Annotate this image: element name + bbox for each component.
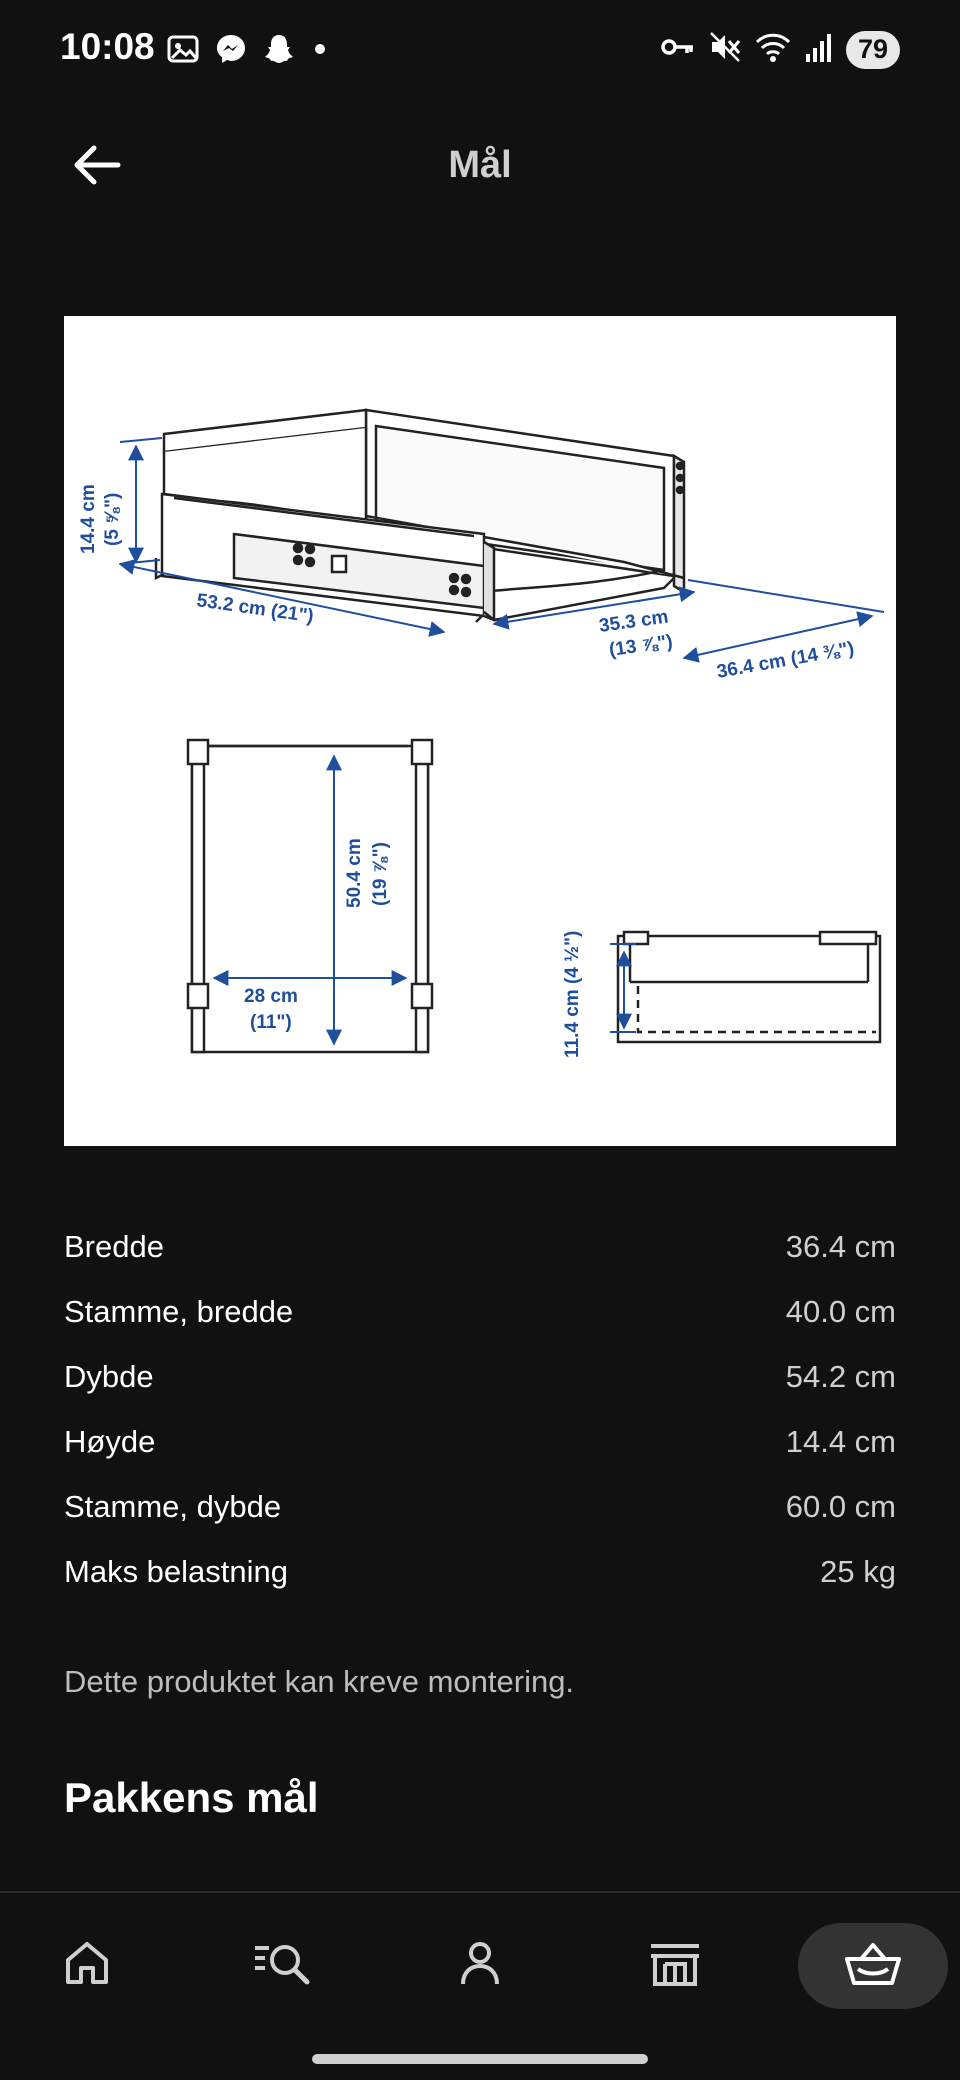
dimension-diagram bbox=[64, 316, 896, 1146]
dimension-row bbox=[64, 1409, 896, 1474]
dimension-row bbox=[64, 1474, 896, 1539]
dimension-row bbox=[64, 1344, 896, 1409]
side-height-label: 11.4 cm (4 ½") bbox=[562, 930, 583, 1058]
nav-store[interactable] bbox=[630, 1923, 720, 2003]
drawer-iso-drawing bbox=[156, 410, 684, 622]
depth-dim-label: 36.4 cm (14 ⅜") bbox=[715, 638, 856, 683]
snapchat-icon bbox=[262, 32, 296, 71]
header bbox=[0, 110, 960, 220]
home-icon bbox=[62, 1938, 112, 1988]
top-inner-width-label-cm: 28 cm bbox=[244, 986, 298, 1007]
nav-cart[interactable] bbox=[798, 1923, 948, 2009]
search-list-icon bbox=[251, 1938, 315, 1988]
drawer-top-view bbox=[188, 740, 432, 1052]
dimension-list bbox=[64, 1214, 896, 1604]
width-dim-label: 53.2 cm (21") bbox=[195, 590, 315, 628]
top-inner-depth-label-in: (19 ⅞") bbox=[370, 842, 391, 906]
dimension-value: 25 kg bbox=[820, 1553, 896, 1589]
dimension-value: 60.0 cm bbox=[785, 1488, 896, 1524]
page-title: Mål bbox=[448, 144, 512, 186]
status-left-icons bbox=[166, 32, 330, 71]
key-icon bbox=[660, 30, 696, 69]
height-dim-label-cm: 14.4 cm bbox=[78, 484, 99, 554]
messenger-icon bbox=[214, 32, 248, 71]
dimension-value: 36.4 cm bbox=[785, 1228, 896, 1264]
dimension-value: 40.0 cm bbox=[785, 1293, 896, 1329]
wifi-icon bbox=[754, 30, 792, 69]
dot-icon bbox=[310, 32, 330, 71]
cart-icon bbox=[844, 1941, 902, 1991]
battery-indicator: 79 bbox=[846, 31, 900, 69]
status-bar bbox=[0, 0, 960, 100]
mute-icon bbox=[708, 30, 742, 69]
top-inner-depth-label-cm: 50.4 cm bbox=[344, 838, 365, 908]
signal-icon bbox=[804, 30, 834, 69]
inner-depth-dim-label-in: (13 ⅞") bbox=[607, 631, 674, 661]
dimension-label: Høyde bbox=[64, 1423, 156, 1459]
dimension-value: 54.2 cm bbox=[785, 1358, 896, 1394]
dimension-label: Dybde bbox=[64, 1358, 154, 1394]
assembly-note: Dette produktet kan kreve montering. bbox=[64, 1664, 575, 1699]
store-icon bbox=[647, 1938, 703, 1988]
drawer-side-view bbox=[618, 932, 880, 1042]
dimension-value: 14.4 cm bbox=[785, 1423, 896, 1459]
dimension-label: Stamme, dybde bbox=[64, 1488, 282, 1524]
status-time: 10:08 bbox=[60, 26, 155, 67]
package-dimensions-heading[interactable]: Pakkens mål bbox=[64, 1774, 319, 1821]
top-inner-width-label-in: (11") bbox=[250, 1012, 292, 1033]
nav-profile[interactable] bbox=[435, 1923, 525, 2003]
nav-search[interactable] bbox=[238, 1923, 328, 2003]
dimension-row bbox=[64, 1539, 896, 1604]
dimension-row bbox=[64, 1279, 896, 1344]
inner-depth-dim-label-cm: 35.3 cm bbox=[597, 606, 670, 637]
height-dim-label-in: (5 ⅝") bbox=[102, 492, 123, 546]
profile-icon bbox=[455, 1938, 505, 1988]
bottom-nav bbox=[0, 1891, 960, 2080]
dimension-row bbox=[64, 1214, 896, 1279]
home-indicator[interactable] bbox=[312, 2054, 648, 2064]
status-right-icons bbox=[660, 30, 900, 69]
dimension-label: Bredde bbox=[64, 1228, 164, 1264]
screenshot-icon bbox=[166, 32, 200, 71]
dimension-label: Maks belastning bbox=[64, 1553, 289, 1589]
nav-home[interactable] bbox=[42, 1923, 132, 2003]
dimension-label: Stamme, bredde bbox=[64, 1293, 294, 1329]
